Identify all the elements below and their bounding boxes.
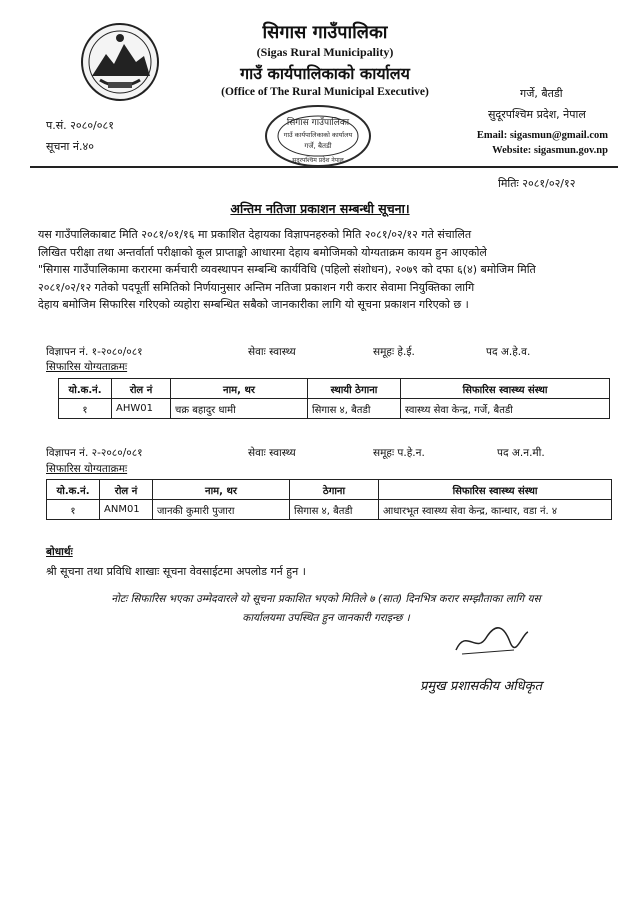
stamp-middle-text: गाउँ कार्यपालिकाको कार्यालय [283, 131, 353, 139]
cell-institution: स्वास्थ्य सेवा केन्द्र, गर्जे, बैतडी [401, 399, 610, 419]
ad1-list-label: सिफारिस योग्यताक्रमः [46, 361, 128, 373]
body-line: "सिगास गाउँपालिकामा करारमा कर्मचारी व्यवस्थापन सम्बन्धि कार्यविधि (पहिलो संशोधन), २०७९ को दफा ६(४) बमोजिम मिति [38, 263, 536, 276]
notice-body [38, 226, 610, 314]
address-line1: गर्जे, बैतडी [520, 87, 563, 100]
signature [452, 620, 532, 660]
cell-roll: AHW01 [112, 399, 171, 419]
col-address: स्थायी ठेगाना [308, 379, 401, 399]
ad2-number: विज्ञापन नं. २-२०८०/०८१ [46, 447, 143, 459]
ad1-group: समूहः हे.ई. [373, 346, 415, 358]
signoff-title: प्रमुख प्रशासकीय अधिकृत [420, 679, 543, 694]
website: Website: sigasmun.gov.np [492, 145, 608, 156]
stamp-outer-text: सुदूरपश्चिम प्रदेश नेपाल [292, 157, 344, 164]
stamp-bottom-text: गर्जे, बैतडी [304, 142, 332, 150]
col-rank: यो.क.नं. [47, 480, 100, 500]
ad2-recommendation-table [46, 479, 612, 520]
col-address: ठेगाना [290, 480, 379, 500]
body-line: देहाय बमोजिम सिफारिस गरिएको व्यहोरा सम्बन्धित सबैको जानकारीका लागि यो सूचना प्रकाशन गरिएको छ । [38, 298, 469, 311]
municipality-emblem [78, 20, 162, 104]
cell-address: सिगास ४, बैतडी [308, 399, 401, 419]
col-roll: रोल नं [100, 480, 153, 500]
col-institution: सिफारिस स्वास्थ्य संस्था [379, 480, 612, 500]
note-line: कार्यालयमा उपस्थित हुन जानकारी गराइन्छ । [242, 612, 410, 624]
header-divider [30, 166, 618, 168]
table-header-row [47, 480, 612, 500]
col-name: नाम, थर [171, 379, 308, 399]
table-header-row [59, 379, 610, 399]
cell-rank: १ [59, 399, 112, 419]
ad2-service: सेवाः स्वास्थ्य [248, 447, 296, 459]
office-unit-np: गाउँ कार्यपालिकाको कार्यालय [240, 64, 410, 83]
notice-date: मितिः २०८१/०२/१२ [498, 177, 576, 190]
ad1-recommendation-table [58, 378, 610, 419]
col-institution: सिफारिस स्वास्थ्य संस्था [401, 379, 610, 399]
cell-rank: १ [47, 500, 100, 520]
note-line: नोटः सिफारिस भएका उम्मेदवारले यो सूचना प्रकाशित भएको मितिले ७ (सात) दिनभित्र करार सम्झौताका लागि यस [111, 593, 541, 605]
ad1-service: सेवाः स्वास्थ्य [248, 346, 296, 358]
office-name-np: सिगास गाउँपालिका [262, 22, 388, 43]
table-row [59, 399, 610, 419]
ad2-post: पद अ.न.मी. [497, 447, 545, 459]
address-line2: सुदूरपश्चिम प्रदेश, नेपाल [488, 108, 586, 121]
reference-number: प.सं. २०८०/०८१ [46, 119, 114, 132]
col-roll: रोल नं [112, 379, 171, 399]
email: Email: sigasmun@gmail.com [476, 130, 608, 141]
col-rank: यो.क.नं. [59, 379, 112, 399]
table-row [47, 500, 612, 520]
cc-label: बोधार्थः [46, 546, 73, 558]
stamp-top-text: सिगास गाउँपालिका [286, 118, 350, 128]
cell-name: चक्र बहादुर धामी [171, 399, 308, 419]
body-line: यस गाउँपालिकाबाट मिति २०८१/०१/१६ मा प्रकाशित देहायका विज्ञापनहरुको मिति २०८१/०२/१२ गते संचालित [38, 228, 472, 241]
body-line: २०८१/०२/१२ गतेको पदपूर्ती समितिको निर्णयानुसार अन्तिम नतिजा प्रकाशन गरी करार सेवामा नियुक्तिका लागि [38, 280, 475, 294]
office-stamp [262, 98, 374, 168]
notice-subject: अन्तिम नतिजा प्रकाशन सम्बन्धी सूचना। [230, 201, 410, 216]
cell-address: सिगास ४, बैतडी [290, 500, 379, 520]
ad1-post: पद अ.हे.व. [486, 346, 531, 358]
ad1-number: विज्ञापन नं. १-२०८०/०८१ [46, 346, 143, 358]
cell-roll: ANM01 [100, 500, 153, 520]
notice-number: सूचना नं.४० [46, 140, 94, 153]
office-name-en: (Sigas Rural Municipality) [256, 45, 394, 59]
cell-institution: आधारभूत स्वास्थ्य सेवा केन्द्र, कान्धार, वडा नं. ४ [379, 500, 612, 520]
cell-name: जानकी कुमारी पुजारा [153, 500, 290, 520]
cc-line: श्री सूचना तथा प्रविधि शाखाः सूचना वेवसाईटमा अपलोड गर्न हुन । [46, 565, 306, 578]
office-unit-en: (Office of The Rural Municipal Executive) [221, 86, 429, 98]
ad2-group: समूहः प.हे.न. [373, 447, 425, 459]
col-name: नाम, थर [153, 480, 290, 500]
body-line: लिखित परीक्षा तथा अन्तर्वार्ता परीक्षाको कूल प्राप्ताङ्को आधारमा देहाय बमोजिमको योग्यताक्रम कायम हुन आएकोले [38, 245, 487, 259]
ad2-list-label: सिफारिस योग्यताक्रमः [46, 463, 128, 475]
